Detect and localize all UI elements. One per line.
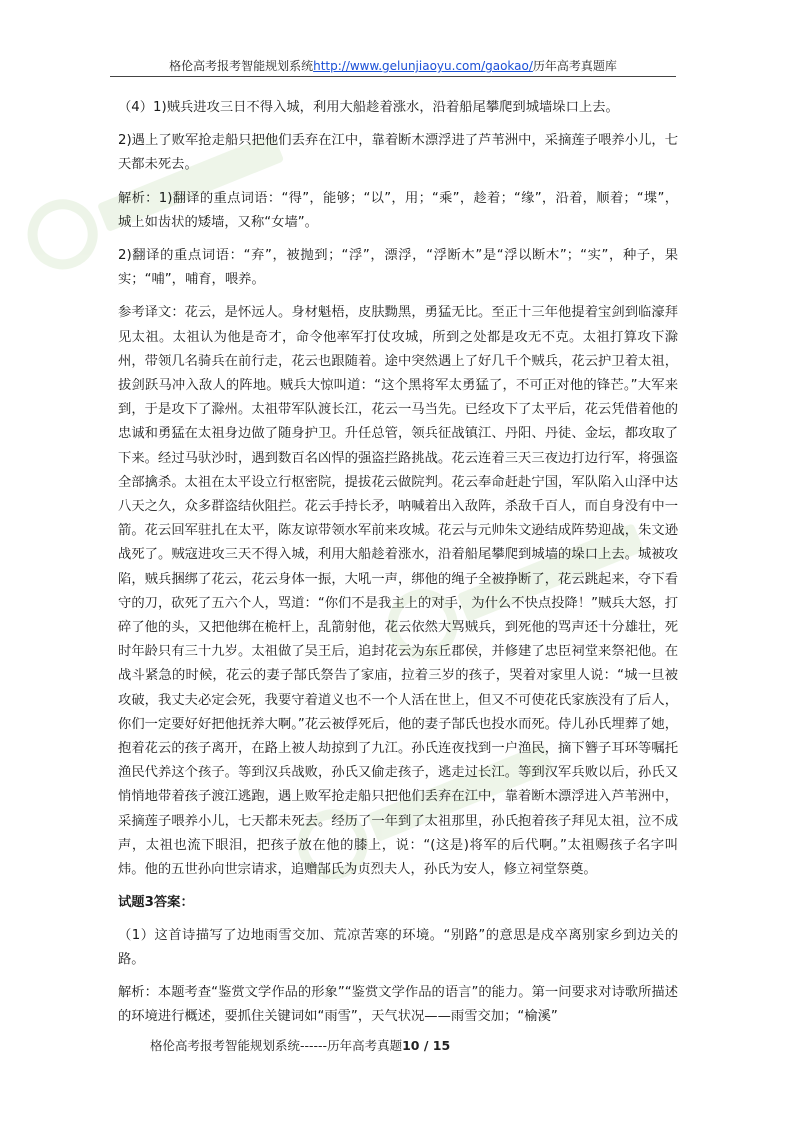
header-link[interactable]: http://www.gelunjiaoyu.com/gaokao/ xyxy=(313,59,533,73)
analysis-paragraph: 2)翻译的重点词语：“弃”，被抛到；“浮”，漂浮，“浮断木”是“浮以断木”；“实”，种子，果实；“哺”，哺育，喂养。 xyxy=(118,248,678,288)
translation-paragraph: 参考译文：花云，是怀远人。身材魁梧，皮肤黝黑，勇猛无比。至正十三年他提着宝剑到临濠拜见太祖。太祖认为他是奇才，命令他率军打仗攻城，所到之处都是攻无不克。太祖打算攻下滁州，带领几名骑兵在前行走，花云也跟随着。途中突然遇上了好几千个贼兵，花云护卫着太祖，拔剑跃马冲入敌人的阵地。贼兵大惊叫道：“这个黑将军太勇猛了，不可正对他的锋芒。”大军来到，于是攻下了滁州。太祖带军队渡长江，花云一马当先。已经攻下了太平后，花云凭借着他的忠诚和勇猛在太祖身边做了随身护卫。升任总管，领兵征战镇江、丹阳、丹徒、金坛，都攻取了下来。经过马驮沙时，遇到数百名凶悍的强盗拦路挑战。花云连着三天三夜边打边行军，将强盗全部擒杀。太祖在太平设立行枢密院，提拔花云做院判。花云奉命赶赴宁国，军队陷入山泽中达八天之久，众多群盗结伙阻拦。花云手持长矛，呐喊着出入敌阵，杀敌千百人，而自身没有中一箭。花云回军驻扎在太平，陈友谅带领水军前来攻城。花云与元帅朱文逊结成阵势迎战，朱文逊战死了。贼寇进攻三天不得入城，利用大船趁着涨水，沿着船尾攀爬到城墙的垛口上去。城被攻陷，贼兵捆绑了花云，花云身体一振，大吼一声，绑他的绳子全被挣断了，花云跳起来，夺下看守的刀，砍死了五六个人，骂道：“你们不是我主上的对手，为什么不快点投降！”贼兵大怒，打碎了他的头，又把他绑在桅杆上，乱箭射他，花云依然大骂贼兵，到死他的骂声还十分雄壮，死时年龄只有三十九岁。太祖做了吴王后，追封花云为东丘郡侯，并修建了忠臣祠堂来祭祀他。在战斗紧急的时候，花云的妻子郜氏祭告了家庙，拉着三岁的孩子，哭着对家里人说：“城一旦被攻破，我丈夫必定会死，我要守着道义也不一个人活在世上，但又不可使花氏家族没有了后人，你们一定要好好把他抚养大啊。”花云被俘死后，他的妻子郜氏也投水而死。侍儿孙氏埋葬了她，抱着花云的孩子离开，在路上被人劫掠到了九江。孙氏连夜找到一户渔民，摘下簪子耳环等嘱托渔民代养这个孩子。等到汉兵战败，孙氏又偷走孩子，逃走过长江。等到汉军兵败以后，孙氏又悄悄地带着孩子渡江逃跑，遇上败军抢走船只把他们丢弃在江中，靠着断木漂浮进入芦苇洲中，采摘莲子喂养小儿，七天都未死去。经历了一年到了太祖那里，孙氏抱着孩子拜见太祖，泣不成声，太祖也流下眼泪，把孩子放在他的膝上，说：“(这是)将军的后代啊。”太祖赐孩子名字叫炜。他的五世孙向世宗请求，追赠郜氏为贞烈夫人，孙氏为安人，修立祠堂祭奠。 xyxy=(118,305,678,878)
page-header xyxy=(110,58,676,74)
analysis-paragraph: 解析：本题考查“鉴赏文学作品的形象”“鉴赏文学作品的语言”的能力。第一问要求对诗歌所描述的环境进行概述，要抓住关键词如“雨雪”，天气状况——雨雪交加；“榆溪” xyxy=(118,984,678,1025)
answer-paragraph: （4）1)贼兵进攻三日不得入城，利用大船趁着涨水，沿着船尾攀爬到城墙垛口上去。 xyxy=(118,100,619,115)
header-suffix: 历年高考真题库 xyxy=(532,59,617,73)
footer-text: 格伦高考报考智能规划系统------历年高考真题 xyxy=(150,1038,403,1053)
header-prefix: 格伦高考报考智能规划系统 xyxy=(169,59,314,73)
header-divider xyxy=(110,76,676,77)
section-heading: 试题3答案： xyxy=(118,895,194,911)
answer-paragraph: （1）这首诗描写了边地雨雪交加、荒凉苦寒的环境。“别路”的意思是戍卒离别家乡到边关的路。 xyxy=(118,927,678,967)
analysis-paragraph: 解析：1)翻译的重点词语：“得”，能够；“以”，用；“乘”，趁着；“缘”，沿着，顺着；“堞”，城上如齿状的矮墙，又称“女墙”。 xyxy=(118,190,678,230)
page-number: 10 / 15 xyxy=(402,1038,451,1053)
answer-paragraph: 2)遇上了败军抢走船只把他们丢弃在江中，靠着断木漂浮进了芦苇洲中，采摘莲子喂养小儿，七天都未死去。 xyxy=(118,133,678,173)
page-footer xyxy=(150,1036,450,1054)
document-body xyxy=(118,96,678,1038)
